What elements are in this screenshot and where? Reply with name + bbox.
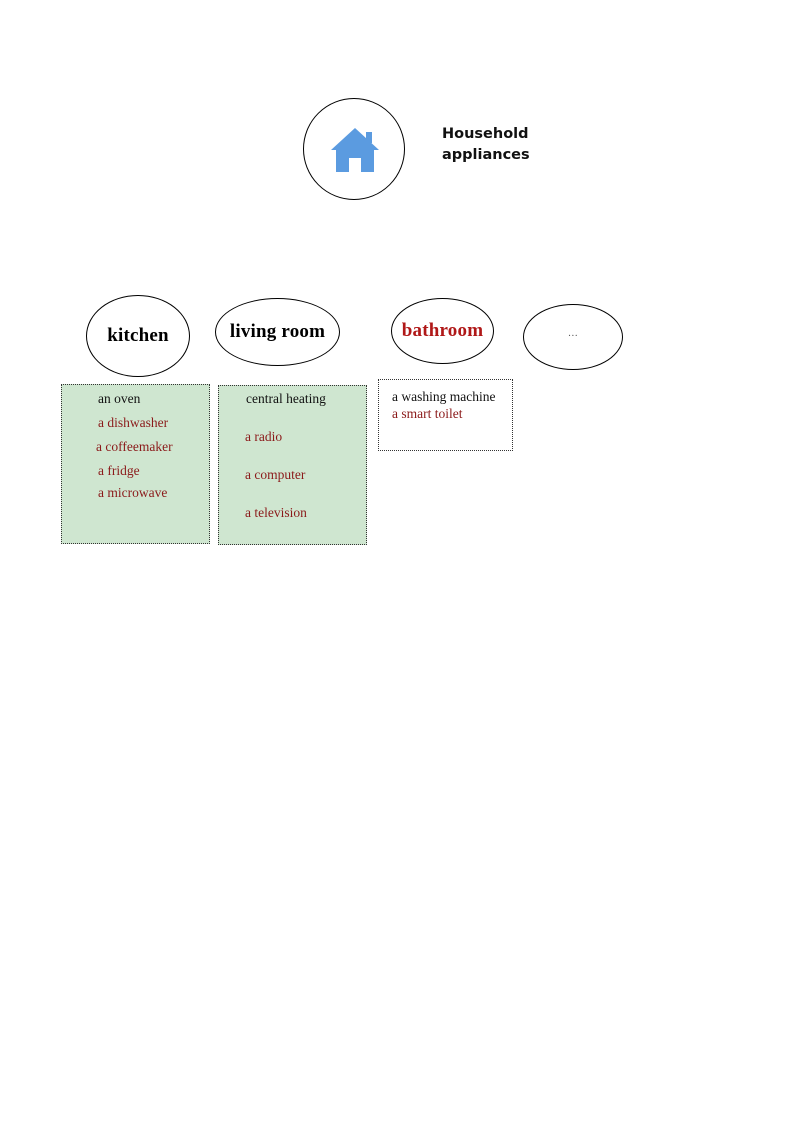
kitchen-item: a microwave [98, 485, 168, 500]
living-room-items-box [218, 385, 367, 545]
room-oval-living-room: living room [215, 298, 340, 366]
living-room-item: a computer [245, 467, 306, 482]
living-room-item: central heating [246, 391, 326, 406]
hub-title-line1: Household [442, 126, 529, 142]
kitchen-item: a fridge [98, 463, 140, 478]
living-room-item: a television [245, 505, 307, 520]
room-oval-more: … [523, 304, 623, 370]
room-oval-kitchen: kitchen [86, 295, 190, 377]
house-icon [329, 125, 381, 173]
bathroom-item: a washing machine [392, 389, 496, 404]
hub-title-line2: appliances [442, 147, 530, 163]
kitchen-item: a coffeemaker [96, 439, 173, 454]
bathroom-item: a smart toilet [392, 406, 463, 421]
hub-circle [303, 98, 405, 200]
kitchen-item: an oven [98, 391, 141, 406]
living-room-item: a radio [245, 429, 283, 444]
kitchen-item: a dishwasher [98, 415, 169, 430]
room-oval-bathroom: bathroom [391, 298, 494, 364]
hub-title [442, 124, 562, 166]
